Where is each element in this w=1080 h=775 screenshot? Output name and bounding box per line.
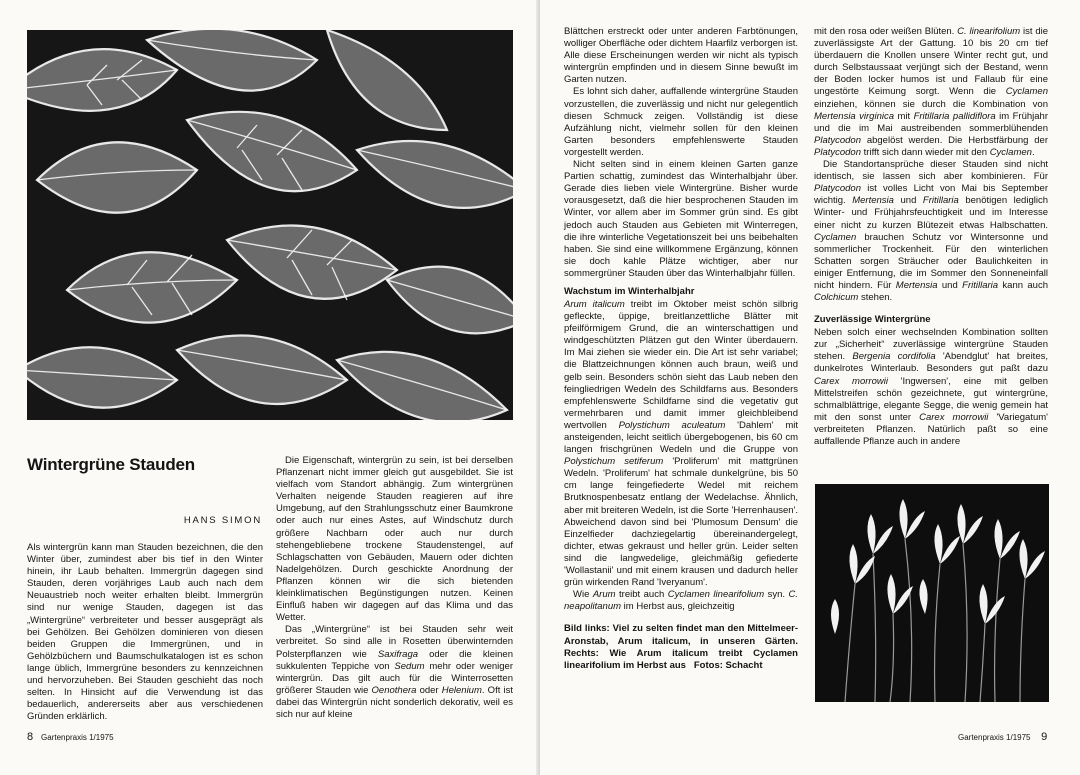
- left-column-1: [27, 542, 263, 723]
- left-folio: [27, 731, 114, 743]
- body-paragraph: Das „Wintergrüne“ ist bei Stauden sehr weit verbreitet. So sind alle in Rosetten überwinternden Polsterpflanzen wie Saxifraga oder die kleinen sukkulenten Teppiche von Sedum mehr oder weniger wintergrün. Das gilt auch für die Winterrosetten größerer Stauden wie Oenothera oder Helenium. Oft ist dabei das Wintergrün nicht sonderlich dekorativ, weil es sich nur auf kleine: [276, 624, 513, 720]
- left-column-2: [276, 455, 513, 721]
- right-folio: [958, 731, 1047, 743]
- right-column-2: [814, 26, 1048, 448]
- body-paragraph: Die Standortansprüche dieser Stauden sind nicht identisch, sie lassen sich aber kombinieren. Für Platycodon ist volles Licht von Mai bis September wichtig. Mertensia und Fritillaria benötigen lediglich Winter- und Frühjahrsfeuchtigkeit und im Interesse einer nicht zu kurzen Blütezeit etwas Halbschatten. Cyclamen brauchen Schutz vor Wintersonne und sommerlicher Trockenheit. Für den winterlichen Schatten sorgen Sträucher oder Baulichkeiten in einiger Entfernung, die im Sommer den Sonneneinfall nicht hindern. Für Mertensia und Fritillaria kann auch Colchicum stehen.: [814, 159, 1048, 304]
- photo-credit: Fotos: Schacht: [693, 660, 763, 672]
- body-paragraph: Neben solch einer wechselnden Kombination sollten zur „Sicherheit“ zuverlässige wintergrüne Stauden stehen. Bergenia cordifolia 'Abendglut' hat breites, dunkelrotes Winterlaub. Besonders gut paßt dazu Carex morrowii 'Ingwersen', eine mit gelben Mittelstreifen schön gezeichnete, gut wintergrüne, schmalblättrige, elegante Segge, die wenig gemein hat mit den sonst unter Carex morrowii 'Variegatum' verbreiteten Pflanzen. Natürlich paßt so eine auffallende Pflanze auch in andere: [814, 327, 1048, 447]
- photo-caption: Bild links: Viel zu selten findet man den Mittelmeer-Aronstab, Arum italicum, in unseren Gärten. Rechts: Wie Arum italicum treibt Cyclamen linearifolium im Herbst aus Fotos: Schacht: [564, 623, 798, 672]
- left-page: [0, 0, 538, 775]
- section-heading: Wachstum im Winterhalbjahr: [564, 285, 695, 297]
- intro-paragraph: Als wintergrün kann man Stauden bezeichnen, die den Winter über, zumindest aber bis tief in den Winter hinein, ihr Laub behalten. Immergrün dagegen sind Stauden, deren vorjähriges Laub auch nach dem Neuaustrieb noch weiter erhalten bleibt. Immergrün sind nur wenige Stauden, dagegen ist das „Wintergrüne“ verbreiteter und besser ausgeprägt als bei Gehölzen. Bei Gehölzen dominieren von diesen beiden Gruppen die Immergrünen, und in Gehölzbüchern und Baumschulkatalogen ist es schon lange üblich, Immergrüne besonders zu kennzeichnen und hervorzuheben. Bei Stauden geschieht das noch selten. In Hinsicht auf die Verwendung ist das bedauerlich, andererseits aber aus verschiedenen Gründen erklärlich.: [27, 542, 263, 723]
- body-paragraph: mit den rosa oder weißen Blüten. C. linearifolium ist die zuverlässigste Art der Gattung. 10 bis 20 cm tief überdauern die Knollen unsere Winter recht gut, und durch Selbstaussaat verjüngt sich der Bestand, wenn der Boden locker humos ist und Fallaub für eine ungestörte Keimung sorgt. Wenn die Cyclamen einziehen, können sie durch die Kombination von Mertensia virginica mit Fritillaria pallidiflora im Frühjahr und die im Mai austreibenden sommerblühenden Platycodon abgelöst werden. Die Herbstfärbung der Platycodon trifft sich dann wieder mit den Cyclamen.: [814, 26, 1048, 158]
- body-paragraph: Blättchen erstreckt oder unter anderen Farbtönungen, wolliger Oberfläche oder dichtem Haarfilz verborgen ist. Alle diese Erscheinungen werden wir nicht als typisch wintergrün empfinden und in diesem Sinne bewußt im Garten nutzen.: [564, 26, 798, 86]
- page-number: 9: [1041, 731, 1048, 743]
- body-paragraph: Arum italicum treibt im Oktober meist schön silbrig gefleckte, üppige, breitlanzettliche Blätter mit pfeilförmigem Grund, die an winterschattigen und windgeschützten Plätzen gut den Winter überdauern. Im Mai ziehen sie wieder ein. Die Art ist sehr variabel; die Blattzeichnungen können auch braun, weiß und gelb sein. Besonders schön sieht das Laub neben den feingliedrigen Wedeln des Schildfarns aus. Besonders empfehlenswerte Schildfarne sind die vegetativ gut vermehrbaren und damit immer gleichbleibend wertvollen Polystichum aculeatum 'Dahlem' mit ansteigenden, leicht seitlich übergebogenen, bis 60 cm langen frischgrünen Wedeln und die Gruppe von Polystichum setiferum 'Proliferum' mit mattgrünen Wedeln. 'Proliferum' hat schmale dunkelgrüne, bis 50 cm lange feingefiederte Wedel mit reichem Brutknospenbesatz entlang der Wedelachse. Ähnlich, aber mit breiteren Wedeln, ist die Sorte 'Herrenhausen'. Abweichend davon sind bei 'Plumosum Densum' die Einzelfieder dachziegelartig übereinandergelegt, dichter, etwas gekraust und heller grün. Leider selten sind die langwedelige, gleichmäßig gefiederte 'Wollastanii' und mit einem krausen und dadurch heller grün wirkenden Rand 'Iveryanum'.: [564, 298, 798, 589]
- right-page: [540, 0, 1080, 775]
- magazine-issue: Gartenpraxis 1/1975: [41, 733, 114, 742]
- magazine-issue: Gartenpraxis 1/1975: [958, 733, 1031, 742]
- section-heading: Zuverlässige Wintergrüne: [814, 314, 931, 326]
- body-paragraph: Es lohnt sich daher, auffallende wintergrüne Stauden vorzustellen, die zuverlässig und nicht nur gelegentlich diesen Schmuck zeigen. Vollständig ist diese Aufzählung nicht, vielmehr sollen für den kleinen Garten besonders empfehlenswerte Stauden vorgestellt werden.: [564, 86, 798, 158]
- right-column-1: [564, 26, 798, 672]
- body-paragraph: Nicht selten sind in einem kleinen Garten ganze Partien schattig, zumindest das Winterhalbjahr über. Gerade dies lieben viele Wintergrüne. Bisher wurde vorausgesetzt, daß die hier besprochenen Stauden im Winter, vor allem aber im Sommer grün sind. Es gibt jedoch auch Stauden aus Gebieten mit Winterregen, die ihre winterliche Vegetationszeit bei uns beibehalten haben. Sie sind eine willkommene Ergänzung, können sie doch kahle Plätze wichtiger, aber nur sommergrüner Stauden über das Winterhalbjahr füllen.: [564, 159, 798, 279]
- page-number: 8: [27, 731, 34, 743]
- arum-italicum-photo: [27, 30, 513, 420]
- cyclamen-photo: [815, 484, 1049, 702]
- body-paragraph: Wie Arum treibt auch Cyclamen linearifolium syn. C. neapolitanum im Herbst aus, gleichzeitig: [564, 589, 799, 613]
- article-author: HANS SIMON: [183, 515, 262, 526]
- body-paragraph: Die Eigenschaft, wintergrün zu sein, ist bei derselben Pflanzenart nicht immer gleich gut ausgebildet. Sie ist vielfach vom Standort abhängig. Zum wintergrünen Verhalten neigende Stauden reagieren auf ihre Umgebung, auf den Strahlungsschutz einer Baumkrone oder auch nur eines Astes, auf Windschutz durch größere Nachbarn oder auch nur durch stehengebliebene trockene Staudenstengel, auf Schlagschatten von Gebäuden, Mauern oder dichten Nadelgehölzen. Durch geschickte Anordnung der Pflanzen können wir die sich bietenden kleinklimatischen Begünstigungen nutzen. Keinen Einfluß haben wir dagegen auf das Klima und das Wetter.: [276, 455, 513, 624]
- article-title: Wintergrüne Stauden: [27, 455, 195, 474]
